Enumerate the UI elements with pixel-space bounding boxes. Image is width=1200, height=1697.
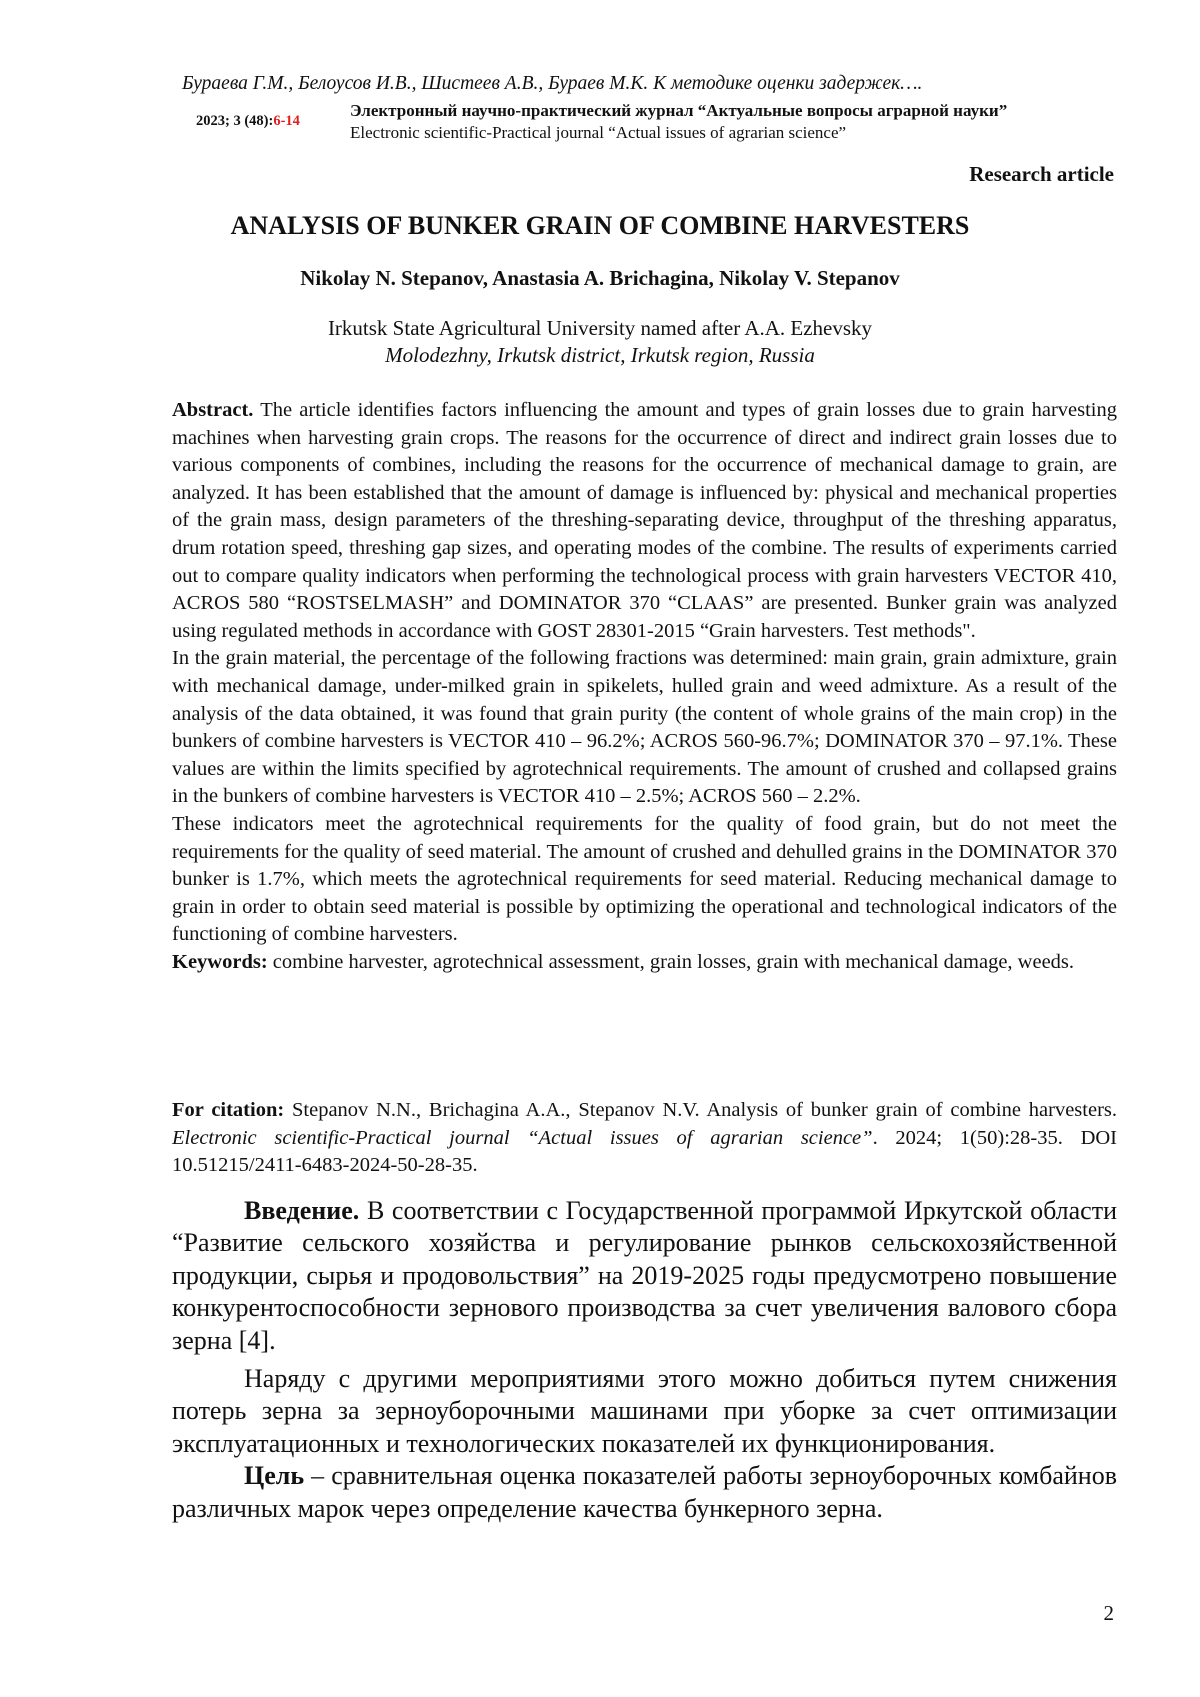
- affiliation-institution: Irkutsk State Agricultural University named after A.A. Ezhevsky: [327, 316, 873, 340]
- citation-authors-title: Stepanov N.N., Brichagina A.A., Stepanov N.V. Analysis of bunker grain of combine harvesters.: [292, 1099, 1118, 1121]
- citation-journal: Electronic scientific-Practical journal “Actual issues of agrarian science”: [172, 1126, 873, 1149]
- citation-label: For citation:: [172, 1099, 285, 1121]
- keywords-paragraph: [172, 949, 1117, 977]
- intro-text: В соответствии с Государственной программой Иркутской области “Развитие сельского хозяйства и регулирование рынков сельскохозяйственной продукции, сырья и продовольствия” на 2019-2025 годы предусмотрено повышение конкурентоспособности зернового производства за счет увеличения валового сбора зерна [4].: [172, 1196, 1117, 1355]
- article-type-label: Research article: [969, 162, 1114, 186]
- abstract-label: Abstract.: [172, 399, 254, 421]
- issue-number: 2023; 3 (48):: [196, 113, 274, 129]
- article-authors: Nikolay N. Stepanov, Anastasia A. Brichagina, Nikolay V. Stepanov: [300, 266, 900, 290]
- keywords-label: Keywords:: [172, 950, 268, 973]
- citation-section: [172, 1097, 1117, 1180]
- abstract-paragraph-1: [172, 397, 1117, 645]
- citation-paragraph: [172, 1097, 1117, 1180]
- goal-label: Цель: [244, 1461, 305, 1491]
- intro-label: Введение.: [244, 1196, 360, 1225]
- body-paragraph-2: Наряду с другими мероприятиями этого можно добиться путем снижения потерь зерна за зерноуборочными машинами при уборке за счет оптимизации эксплуатационных и технологических показателей их функционирования.: [172, 1364, 1117, 1458]
- abstract-section: [172, 397, 1117, 976]
- abstract-paragraph-3: These indicators meet the agrotechnical requirements for the quality of food grain, but do not meet the requirements for the quality of seed material. The amount of crushed and dehulled grains in the DOMINATOR 370 bunker is 1.7%, which meets the agrotechnical requirements for seed material. Reducing mechanical damage to grain in order to obtain seed material is possible by optimizing the operational and technological indicators of the functioning of combine harvesters.: [172, 812, 1117, 946]
- abstract-paragraph-2: In the grain material, the percentage of the following fractions was determined: main grain, grain admixture, grain with mechanical damage, under-milked grain in spikelets, hulled grain and weed admixture. As a result of the analysis of the data obtained, it was found that grain purity (the content of whole grains of the main crop) in the bunkers of combine harvesters is VECTOR 410 – 96.2%; ACROS 560-96.7%; DOMINATOR 370 – 97.1%. These values are within the limits specified by agrotechnical requirements. The amount of crushed and collapsed grains in the bunkers of combine harvesters is VECTOR 410 – 2.5%; ACROS 560 – 2.2%.: [172, 647, 1117, 808]
- goal-paragraph: [172, 1460, 1117, 1525]
- goal-text: – сравнительная оценка показателей работы зерноуборочных комбайнов различных марок через определение качества бункерного зерна.: [172, 1461, 1117, 1523]
- abstract-text-1: The article identifies factors influencing the amount and types of grain losses due to grain harvesting machines when harvesting grain crops. The reasons for the occurrence of direct and indirect grain losses due to various components of combines, including the reasons for the occurrence of mechanical damage to grain, are analyzed. It has been established that the amount of damage is influenced by: physical and mechanical properties of the grain mass, design parameters of the threshing-separating device, throughput of the threshing apparatus, drum rotation speed, threshing gap sizes, and operating modes of the combine. The results of experiments carried out to compare quality indicators when performing the technological process with grain harvesters VECTOR 410, ACROS 580 “ROSTSELMASH” and DOMINATOR 370 “CLAAS” are presented. Bunker grain was analyzed using regulated methods in accordance with GOST 28301-2015 “Grain harvesters. Test methods".: [172, 399, 1117, 642]
- keywords-text: combine harvester, agrotechnical assessment, grain losses, grain with mechanical damage, weeds.: [272, 950, 1075, 973]
- affiliation: [0, 315, 1200, 369]
- citation-details: . 2024; 1(50):28-35. DOI 10.51215/2411-6483-2024-50-28-35.: [172, 1126, 1118, 1177]
- journal-title-ru: Электронный научно-практический журнал “Актуальные вопросы аграрной науки”: [350, 101, 1008, 120]
- issue-info: [196, 111, 300, 131]
- body-text: [172, 1195, 1117, 1525]
- issue-pages: 6-14: [273, 113, 300, 129]
- article-title: ANALYSIS OF BUNKER GRAIN OF COMBINE HARVESTERS: [230, 211, 970, 240]
- journal-title-en: Electronic scientific-Practical journal “Actual issues of agrarian science”: [350, 123, 847, 142]
- intro-paragraph: [172, 1195, 1117, 1357]
- affiliation-location: Molodezhny, Irkutsk district, Irkutsk region, Russia: [385, 343, 815, 367]
- page-number: 2: [1103, 1601, 1114, 1625]
- running-header-authors: Бураева Г.М., Белоусов И.В., Шистеев А.В., Бураев М.К. К методике оценки задержек….: [182, 73, 923, 94]
